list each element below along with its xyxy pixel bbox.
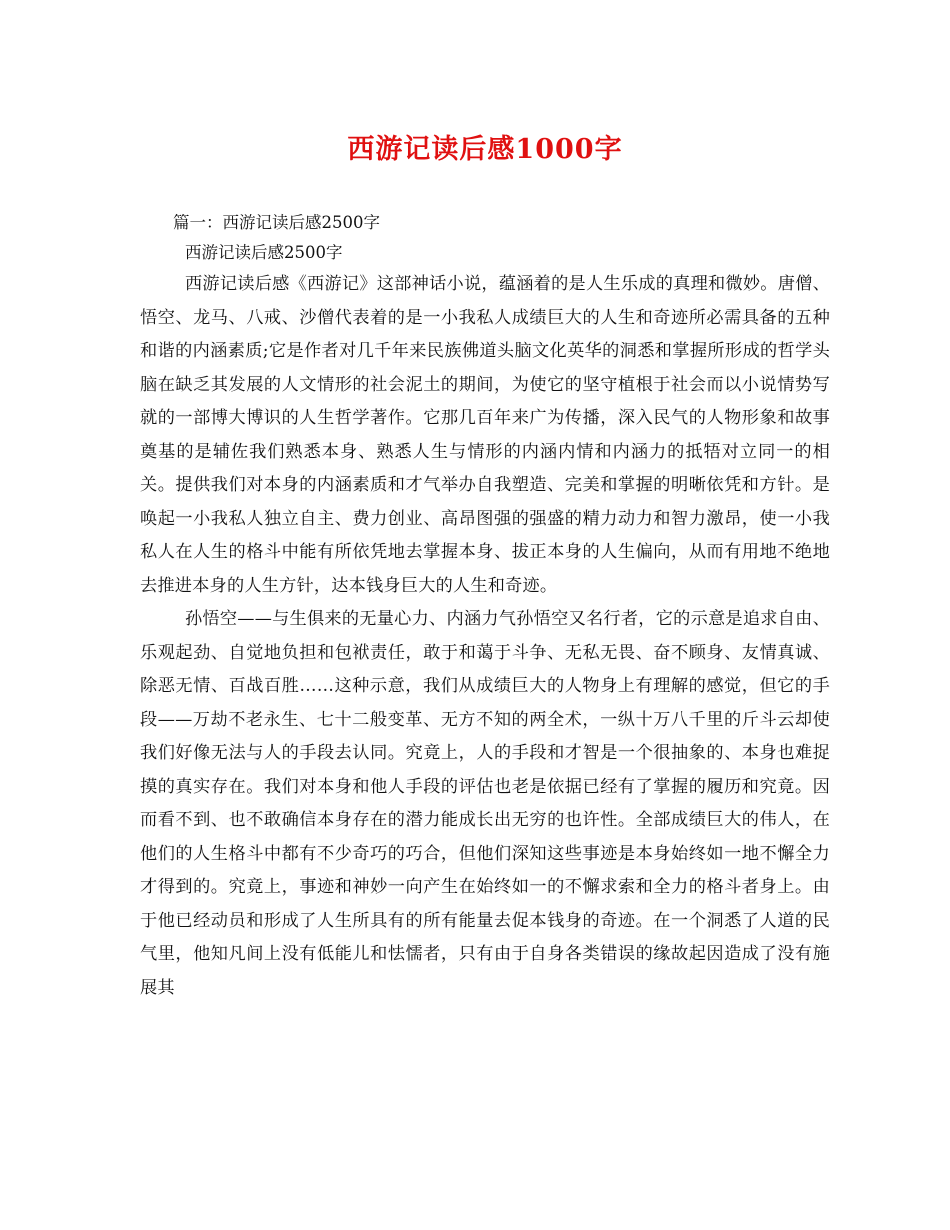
body-paragraph-1: 西游记读后感《西游记》这部神话小说，蕴涵着的是人生乐成的真理和微妙。唐僧、悟空、龙马、八戒、沙僧代表着的是一小我私人成绩巨大的人生和奇迹所必需具备的五种和谐的内涵素质;它是作者对几千年来民族佛道头脑文化英华的洞悉和掌握所形成的哲学头脑在缺乏其发展的人文情形的社会泥土的期间，为使它的坚守植根于社会而以小说情势写就的一部博大博识的人生哲学著作。它那几百年来广为传播，深入民气的人物形象和故事奠基的是辅佐我们熟悉本身、熟悉人生与情形的内涵内情和内涵力的抵牾对立同一的相关。提供我们对本身的内涵素质和才气举办自我塑造、完美和掌握的明晰依凭和方针。是唤起一小我私人独立自主、费力创业、高昂图强的强盛的精力动力和智力激昂，使一小我私人在人生的格斗中能有所依凭地去掌握本身、拔正本身的人生偏向，从而有用地不绝地去推进本身的人生方针，达本钱身巨大的人生和奇迹。	[140, 274, 830, 596]
document-title: 西游记读后感1000字	[347, 134, 623, 165]
sub-heading: 西游记读后感2500字	[185, 243, 343, 262]
document-page	[140, 120, 830, 1005]
section-heading: 篇一：西游记读后感2500字	[173, 213, 380, 232]
body-paragraph-2: 孙悟空——与生俱来的无量心力、内涵力气孙悟空又名行者，它的示意是追求自由、乐观起劲、自觉地负担和包袱责任，敢于和蔼于斗争、无私无畏、奋不顾身、友情真诚、除恶无情、百战百胜……这种示意，我们从成绩巨大的人物身上有理解的感觉，但它的手段——万劫不老永生、七十二般变革、无方不知的两全术，一纵十万八千里的斤斗云却使我们好像无法与人的手段去认同。究竟上，人的手段和才智是一个很抽象的、本身也难捉摸的真实存在。我们对本身和他人手段的评估也老是依据已经有了掌握的履历和究竟。因而看不到、也不敢确信本身存在的潜力能成长出无穷的也许性。全部成绩巨大的伟人，在他们的人生格斗中都有不少奇巧的巧合，但他们深知这些事迹是本身始终如一地不懈全力才得到的。究竟上，事迹和神妙一向产生在始终如一的不懈求索和全力的格斗者身上。由于他已经动员和形成了人生所具有的所有能量去促本钱身的奇迹。在一个洞悉了人道的民气里，他知凡间上没有低能儿和怯懦者，只有由于自身各类错误的缘故起因造成了没有施展其	[140, 609, 830, 998]
